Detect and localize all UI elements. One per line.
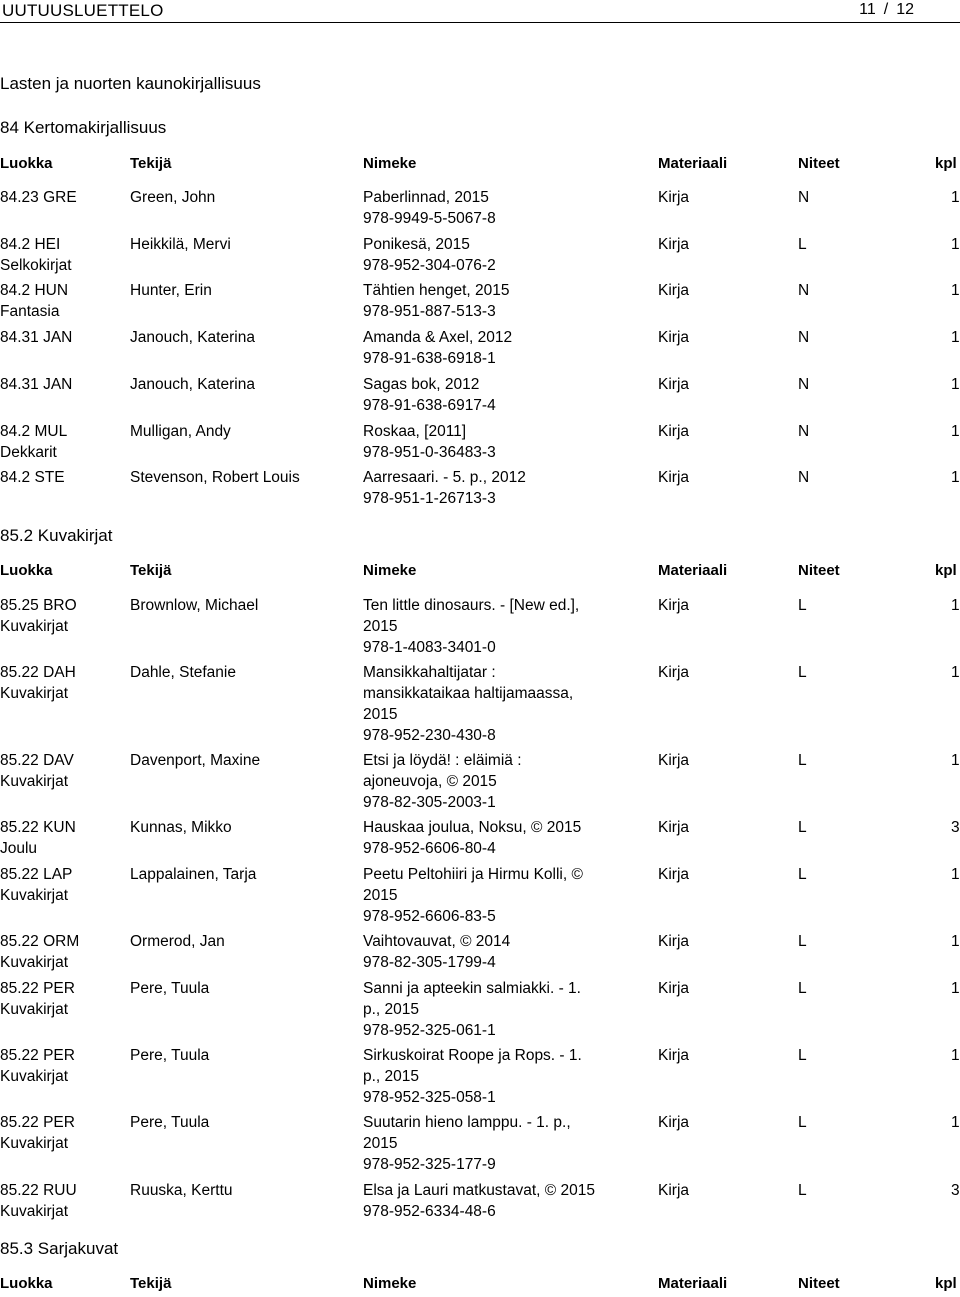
cell-nimeke-line: Ponikesä, 2015 [363,236,470,253]
cell-nimeke-line: Sagas bok, 2012 [363,376,480,393]
cell-nimeke-line: 978-91-638-6918-1 [363,350,496,367]
col-niteet: Niteet [798,1275,840,1292]
cell-kpl: 3 [951,819,960,836]
page-number: 11 / 12 [859,1,914,18]
cell-luokka [0,1112,125,1154]
cell-niteet: L [798,1114,807,1131]
column-header-row [0,1275,960,1297]
cell-luokka [0,421,125,463]
group-title: 85.2 Kuvakirjat [0,526,113,545]
cell-nimeke [363,421,496,463]
group-title: 84 Kertomakirjallisuus [0,118,167,137]
col-kpl: kpl [935,562,957,579]
cell-nimeke-line: Hauskaa joulua, Noksu, © 2015 [363,819,582,836]
cell-luokka-line: Dekkarit [0,444,57,461]
cell-nimeke-line: 978-82-305-1799-4 [363,954,496,971]
column-header-row [0,155,960,177]
page-header [0,0,960,24]
cell-nimeke-line: Sirkuskoirat Roope ja Rops. - 1. [363,1047,582,1064]
cell-tekija: Pere, Tuula [130,1114,210,1131]
cell-luokka-line: 85.22 ORM [0,933,80,950]
col-luokka: Luokka [0,155,53,172]
cell-luokka-line: Selkokirjat [0,257,72,274]
cell-luokka-line: Fantasia [0,303,60,320]
col-materiaali: Materiaali [658,155,728,172]
cell-nimeke-line: 978-952-6606-83-5 [363,908,496,925]
cell-luokka-line: Kuvakirjat [0,1068,69,1085]
cell-luokka [0,1180,125,1222]
cell-niteet: L [798,933,807,950]
cell-materiaali: Kirja [658,189,690,206]
cell-nimeke-line: 2015 [363,887,398,904]
cell-nimeke [363,467,526,509]
cell-nimeke [363,817,581,859]
cell-luokka-line: 85.22 PER [0,1047,75,1064]
col-nimeke: Nimeke [363,562,417,579]
cell-nimeke-line: p., 2015 [363,1001,420,1018]
cell-tekija: Brownlow, Michael [130,597,259,614]
cell-nimeke [363,327,512,369]
cell-niteet: N [798,329,810,346]
cell-tekija: Pere, Tuula [130,1047,210,1064]
cell-nimeke-line: mansikkataikaa haltijamaassa, [363,685,574,702]
col-tekija: Tekijä [130,155,172,172]
cell-nimeke [363,187,496,229]
cell-luokka-line: Kuvakirjat [0,887,69,904]
cell-nimeke-line: Mansikkahaltijatar : [363,664,496,681]
cell-tekija: Kunnas, Mikko [130,819,232,836]
cell-nimeke-line: 978-951-887-513-3 [363,303,496,320]
column-header-row [0,562,960,584]
cell-kpl: 1 [951,282,960,299]
cell-niteet: L [798,597,807,614]
cell-nimeke-line: Vaihtovauvat, © 2014 [363,933,511,950]
cell-nimeke-line: 978-9949-5-5067-8 [363,210,496,227]
cell-nimeke [363,978,581,1041]
cell-tekija: Lappalainen, Tarja [130,866,257,883]
col-niteet: Niteet [798,562,840,579]
cell-nimeke-line: 2015 [363,706,398,723]
cell-nimeke-line: 978-952-230-430-8 [363,727,496,744]
cell-luokka-line: 85.22 RUU [0,1182,77,1199]
cell-niteet: N [798,423,810,440]
cell-luokka [0,374,125,395]
cell-nimeke-line: 978-951-0-36483-3 [363,444,496,461]
cell-nimeke [363,864,583,927]
cell-nimeke-line: 2015 [363,618,398,635]
cell-luokka-line: 85.22 LAP [0,866,73,883]
col-kpl: kpl [935,155,957,172]
cell-kpl: 1 [951,980,960,997]
cell-kpl: 1 [951,329,960,346]
cell-nimeke-line: Sanni ja apteekin salmiakki. - 1. [363,980,581,997]
col-luokka: Luokka [0,1275,53,1292]
cell-tekija: Hunter, Erin [130,282,212,299]
col-materiaali: Materiaali [658,562,728,579]
cell-nimeke-line: Tähtien henget, 2015 [363,282,510,299]
cell-tekija: Heikkilä, Mervi [130,236,231,253]
cell-kpl: 1 [951,866,960,883]
cell-tekija: Janouch, Katerina [130,329,255,346]
cell-materiaali: Kirja [658,664,690,681]
cell-materiaali: Kirja [658,1182,690,1199]
cell-luokka-line: 84.2 MUL [0,423,68,440]
cell-luokka-line: 85.22 PER [0,980,75,997]
cell-luokka-line: 84.2 HEI [0,236,61,253]
cell-tekija: Green, John [130,189,216,206]
cell-nimeke-line: 978-952-6334-48-6 [363,1203,496,1220]
cell-nimeke-line: Elsa ja Lauri matkustavat, © 2015 [363,1182,595,1199]
cell-luokka [0,1045,125,1087]
cell-nimeke-line: Ten little dinosaurs. - [New ed.], [363,597,580,614]
cell-materiaali: Kirja [658,980,690,997]
cell-niteet: N [798,376,810,393]
cell-nimeke-line: Roskaa, [2011] [363,423,467,440]
cell-materiaali: Kirja [658,376,690,393]
cell-niteet: L [798,866,807,883]
cell-luokka-line: Joulu [0,840,38,857]
cell-luokka-line: Kuvakirjat [0,618,69,635]
cell-luokka [0,750,125,792]
cell-materiaali: Kirja [658,866,690,883]
cell-luokka-line: 84.2 STE [0,469,65,486]
catalog-title: UUTUUSLUETTELO [2,1,164,20]
cell-nimeke-line: Etsi ja löydä! : eläimiä : [363,752,522,769]
col-materiaali: Materiaali [658,1275,728,1292]
cell-nimeke [363,595,579,658]
cell-luokka-line: 84.2 HUN [0,282,69,299]
cell-luokka-line: Kuvakirjat [0,954,69,971]
cell-materiaali: Kirja [658,597,690,614]
cell-tekija: Davenport, Maxine [130,752,261,769]
header-divider [0,22,960,23]
cell-nimeke-line: 978-1-4083-3401-0 [363,639,496,656]
cell-luokka [0,280,125,322]
col-tekija: Tekijä [130,1275,172,1292]
cell-kpl: 1 [951,933,960,950]
cell-nimeke-line: Paberlinnad, 2015 [363,189,489,206]
cell-nimeke-line: Peetu Peltohiiri ja Hirmu Kolli, © [363,866,583,883]
cell-nimeke [363,662,573,746]
cell-luokka [0,817,125,859]
cell-kpl: 1 [951,189,960,206]
cell-niteet: L [798,664,807,681]
cell-nimeke-line: 978-951-1-26713-3 [363,490,496,507]
cell-nimeke-line: 978-952-325-061-1 [363,1022,496,1039]
cell-luokka-line: 84.23 GRE [0,189,77,206]
cell-luokka-line: 85.22 PER [0,1114,75,1131]
cell-nimeke [363,280,510,322]
cell-luokka [0,931,125,973]
cell-luokka-line: 84.31 JAN [0,329,73,346]
cell-luokka-line: 85.25 BRO [0,597,77,614]
cell-kpl: 1 [951,1114,960,1131]
cell-nimeke [363,1112,571,1175]
cell-nimeke-line: ajoneuvoja, © 2015 [363,773,497,790]
cell-niteet: L [798,980,807,997]
cell-tekija: Mulligan, Andy [130,423,231,440]
cell-nimeke-line: Suutarin hieno lamppu. - 1. p., [363,1114,571,1131]
cell-materiaali: Kirja [658,1047,690,1064]
cell-luokka-line: Kuvakirjat [0,1135,69,1152]
cell-nimeke [363,931,510,973]
cell-kpl: 1 [951,469,960,486]
cell-kpl: 1 [951,236,960,253]
cell-kpl: 1 [951,597,960,614]
col-kpl: kpl [935,1275,957,1292]
cell-tekija: Janouch, Katerina [130,376,255,393]
cell-luokka [0,978,125,1020]
cell-nimeke-line: 978-952-325-058-1 [363,1089,496,1106]
col-nimeke: Nimeke [363,1275,417,1292]
cell-materiaali: Kirja [658,282,690,299]
cell-niteet: L [798,752,807,769]
cell-luokka-line: 85.22 KUN [0,819,76,836]
col-nimeke: Nimeke [363,155,417,172]
cell-luokka [0,595,125,637]
cell-tekija: Dahle, Stefanie [130,664,236,681]
cell-niteet: L [798,1182,807,1199]
cell-luokka [0,327,125,348]
cell-materiaali: Kirja [658,1114,690,1131]
cell-luokka-line: 85.22 DAH [0,664,76,681]
cell-niteet: L [798,236,807,253]
cell-luokka [0,662,125,704]
cell-nimeke-line: 978-952-6606-80-4 [363,840,496,857]
cell-kpl: 3 [951,1182,960,1199]
cell-nimeke-line: Amanda & Axel, 2012 [363,329,513,346]
cell-luokka-line: Kuvakirjat [0,1001,69,1018]
cell-nimeke [363,374,496,416]
cell-materiaali: Kirja [658,236,690,253]
cell-nimeke-line: 978-82-305-2003-1 [363,794,496,811]
cell-luokka [0,864,125,906]
col-luokka: Luokka [0,562,53,579]
col-tekija: Tekijä [130,562,172,579]
cell-materiaali: Kirja [658,469,690,486]
cell-kpl: 1 [951,1047,960,1064]
group-title: 85.3 Sarjakuvat [0,1239,119,1258]
cell-luokka [0,234,125,276]
cell-nimeke [363,1180,595,1222]
cell-luokka [0,187,125,208]
cell-luokka-line: 84.31 JAN [0,376,73,393]
col-niteet: Niteet [798,155,840,172]
cell-materiaali: Kirja [658,819,690,836]
cell-nimeke-line: 978-91-638-6917-4 [363,397,496,414]
cell-luokka-line: Kuvakirjat [0,773,69,790]
cell-kpl: 1 [951,664,960,681]
cell-kpl: 1 [951,376,960,393]
cell-nimeke-line: 978-952-304-076-2 [363,257,496,274]
cell-nimeke [363,750,522,813]
cell-tekija: Pere, Tuula [130,980,210,997]
cell-niteet: L [798,819,807,836]
cell-nimeke-line: Aarresaari. - 5. p., 2012 [363,469,526,486]
section-title: Lasten ja nuorten kaunokirjallisuus [0,74,261,93]
cell-nimeke-line: 2015 [363,1135,398,1152]
cell-nimeke-line: p., 2015 [363,1068,420,1085]
cell-materiaali: Kirja [658,329,690,346]
cell-tekija: Ormerod, Jan [130,933,225,950]
cell-luokka-line: Kuvakirjat [0,685,69,702]
cell-niteet: N [798,189,810,206]
cell-nimeke [363,234,496,276]
cell-luokka-line: 85.22 DAV [0,752,74,769]
cell-niteet: N [798,469,810,486]
cell-niteet: N [798,282,810,299]
cell-kpl: 1 [951,423,960,440]
cell-luokka [0,467,125,488]
cell-materiaali: Kirja [658,933,690,950]
cell-nimeke-line: 978-952-325-177-9 [363,1156,496,1173]
cell-niteet: L [798,1047,807,1064]
cell-tekija: Stevenson, Robert Louis [130,469,300,486]
cell-luokka-line: Kuvakirjat [0,1203,69,1220]
cell-kpl: 1 [951,752,960,769]
cell-materiaali: Kirja [658,423,690,440]
cell-materiaali: Kirja [658,752,690,769]
cell-tekija: Ruuska, Kerttu [130,1182,233,1199]
cell-nimeke [363,1045,582,1108]
